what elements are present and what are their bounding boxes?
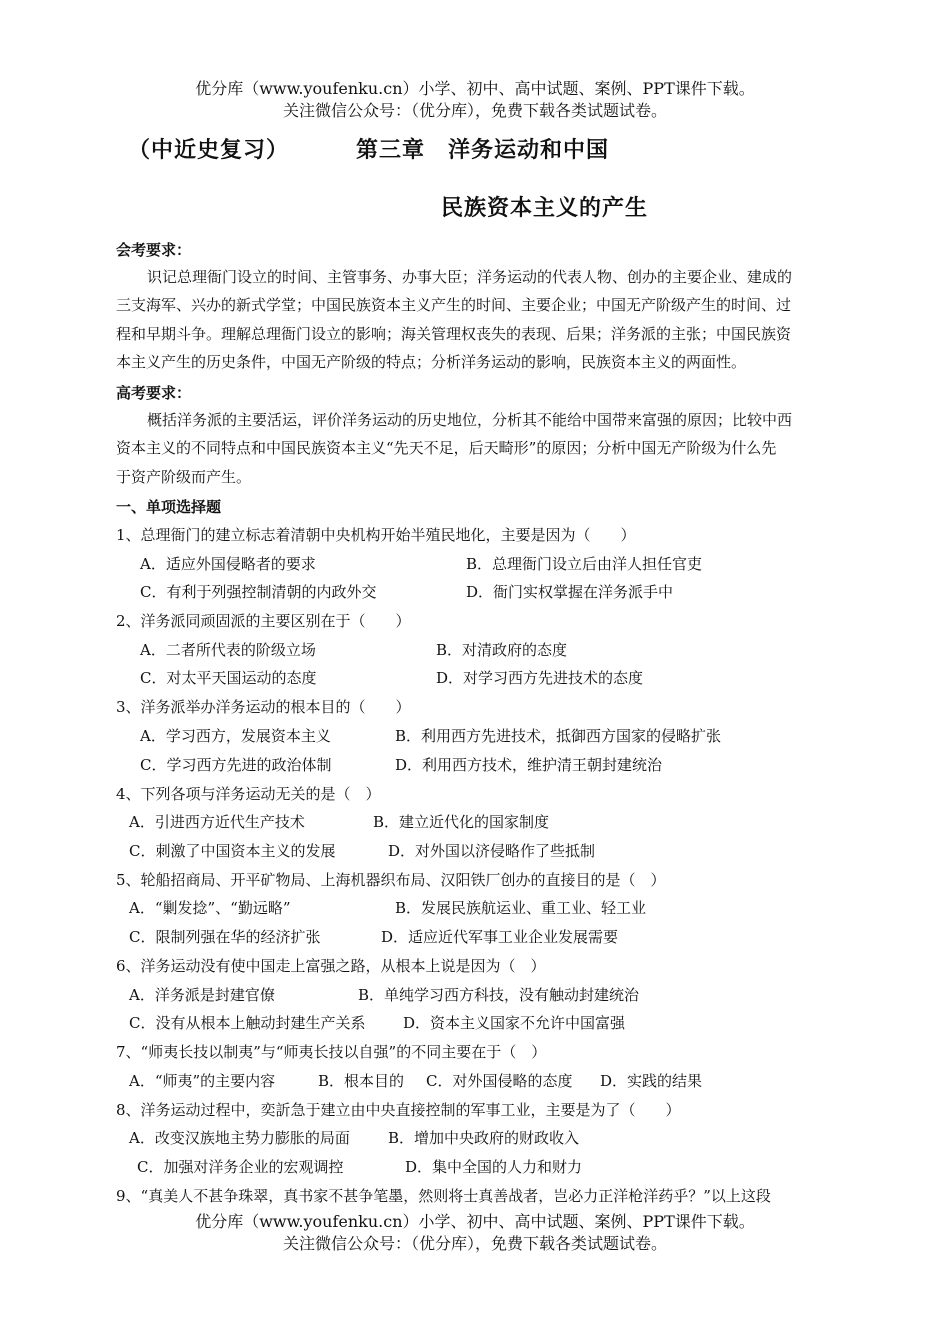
huikao-line-2: 三支海军、兴办的新式学堂；中国民族资本主义产生的时间、主要企业；中国无产阶级产生的时间、过	[116, 296, 792, 314]
option-c: C．刺激了中国资本主义的发展	[129, 842, 336, 860]
option-b: B．增加中央政府的财政收入	[388, 1129, 580, 1147]
option-d: D．集中全国的人力和财力	[405, 1158, 583, 1176]
huikao-line-1: 识记总理衙门设立的时间、主管事务、办事大臣；洋务运动的代表人物、创办的主要企业、建成的	[147, 268, 793, 286]
gaokao-line-3: 于资产阶级而产生。	[116, 468, 252, 486]
option-b: B．对清政府的态度	[436, 641, 568, 659]
option-c: C．加强对洋务企业的宏观调控	[137, 1158, 344, 1176]
question-stem: 1、总理衙门的建立标志着清朝中央机构开始半殖民地化，主要是因为（ ）	[116, 526, 636, 544]
question-stem: 2、洋务派同顽固派的主要区别在于（ ）	[116, 612, 411, 630]
option-b: B．利用西方先进技术，抵御西方国家的侵略扩张	[395, 727, 722, 745]
option-a: A．学习西方，发展资本主义	[140, 727, 331, 745]
question-stem: 3、洋务派举办洋务运动的根本目的（ ）	[116, 698, 411, 716]
option-c: C．没有从根本上触动封建生产关系	[129, 1014, 366, 1032]
option-c: C．限制列强在华的经济扩张	[129, 928, 321, 946]
option-a: A．适应外国侵略者的要求	[140, 555, 316, 573]
option-c: C．对外国侵略的态度	[426, 1072, 573, 1090]
footer-line-2: 关注微信公众号：（优分库），免费下载各类试题试卷。	[282, 1234, 667, 1253]
option-c: C．有利于列强控制清朝的内政外交	[140, 583, 377, 601]
question-stem: 6、洋务运动没有使中国走上富强之路，从根本上说是因为（ ）	[116, 957, 546, 975]
title-chapter: 第三章 洋务运动和中国	[356, 138, 610, 163]
footer-line-1: 优分库（www.youfenku.cn）小学、初中、高中试题、案例、PPT课件下载。	[195, 1212, 755, 1231]
option-a: A．洋务派是封建官僚	[129, 986, 275, 1004]
option-d: D．资本主义国家不允许中国富强	[403, 1014, 626, 1032]
question-stem: 7、“师夷长技以制夷”与“师夷长技以自强”的不同主要在于（ ）	[116, 1043, 547, 1061]
huikao-heading: 会考要求：	[116, 241, 192, 259]
gaokao-heading: 高考要求：	[116, 384, 192, 402]
option-d: D．适应近代军事工业企业发展需要	[381, 928, 619, 946]
question-stem: 8、洋务运动过程中，奕訢急于建立由中央直接控制的军事工业，主要是为了（ ）	[116, 1101, 681, 1119]
gaokao-line-2: 资本主义的不同特点和中国民族资本主义“先天不足，后天畸形”的原因；分析中国无产阶级为什么先	[116, 439, 777, 457]
title-line-2: 民族资本主义的产生	[441, 196, 649, 221]
option-d: D．对外国以济侵略作了些抵制	[388, 842, 596, 860]
title-prefix: （中近史复习）	[128, 138, 290, 163]
option-a: A．“师夷”的主要内容	[129, 1072, 276, 1090]
option-d: D．衙门实权掌握在洋务派手中	[466, 583, 674, 601]
option-b: B．发展民族航运业、重工业、轻工业	[395, 899, 647, 917]
question-stem: 5、轮船招商局、开平矿物局、上海机器织布局、汉阳铁厂创办的直接目的是（ ）	[116, 871, 666, 889]
question-stem: 9、“真美人不甚争珠翠，真书家不甚争笔墨，然则将士真善战者，岂必力正洋枪洋药乎？”以上这段	[116, 1187, 771, 1205]
option-b: B．根本目的	[318, 1072, 405, 1090]
option-a: A．引进西方近代生产技术	[129, 813, 305, 831]
option-c: C．对太平天国运动的态度	[140, 669, 317, 687]
gaokao-line-1: 概括洋务派的主要活运，评价洋务运动的历史地位，分析其不能给中国带来富强的原因；比较中西	[147, 411, 793, 429]
option-b: B．单纯学习西方科技，没有触动封建统治	[358, 986, 640, 1004]
option-a: A．“剿发捻”、“勤远略”	[129, 899, 291, 917]
header-line-2: 关注微信公众号：（优分库），免费下载各类试题试卷。	[282, 101, 667, 120]
option-c: C．学习西方先进的政治体制	[140, 756, 332, 774]
option-a: A．二者所代表的阶级立场	[140, 641, 316, 659]
huikao-line-3: 程和早期斗争。理解总理衙门设立的影响；海关管理权丧失的表现、后果；洋务派的主张；中国民族资	[116, 325, 792, 343]
header-line-1: 优分库（www.youfenku.cn）小学、初中、高中试题、案例、PPT课件下载。	[195, 79, 755, 98]
section-heading: 一、单项选择题	[116, 498, 222, 516]
option-d: D．对学习西方先进技术的态度	[436, 669, 644, 687]
option-b: B．总理衙门设立后由洋人担任官吏	[466, 555, 703, 573]
option-d: D．利用西方技术，维护清王朝封建统治	[395, 756, 663, 774]
huikao-line-4: 本主义产生的历史条件，中国无产阶级的特点；分析洋务运动的影响，民族资本主义的两面性。	[116, 353, 747, 371]
option-d: D．实践的结果	[600, 1072, 703, 1090]
option-b: B．建立近代化的国家制度	[373, 813, 550, 831]
question-stem: 4、下列各项与洋务运动无关的是（ ）	[116, 785, 381, 803]
option-a: A．改变汉族地主势力膨胀的局面	[129, 1129, 350, 1147]
